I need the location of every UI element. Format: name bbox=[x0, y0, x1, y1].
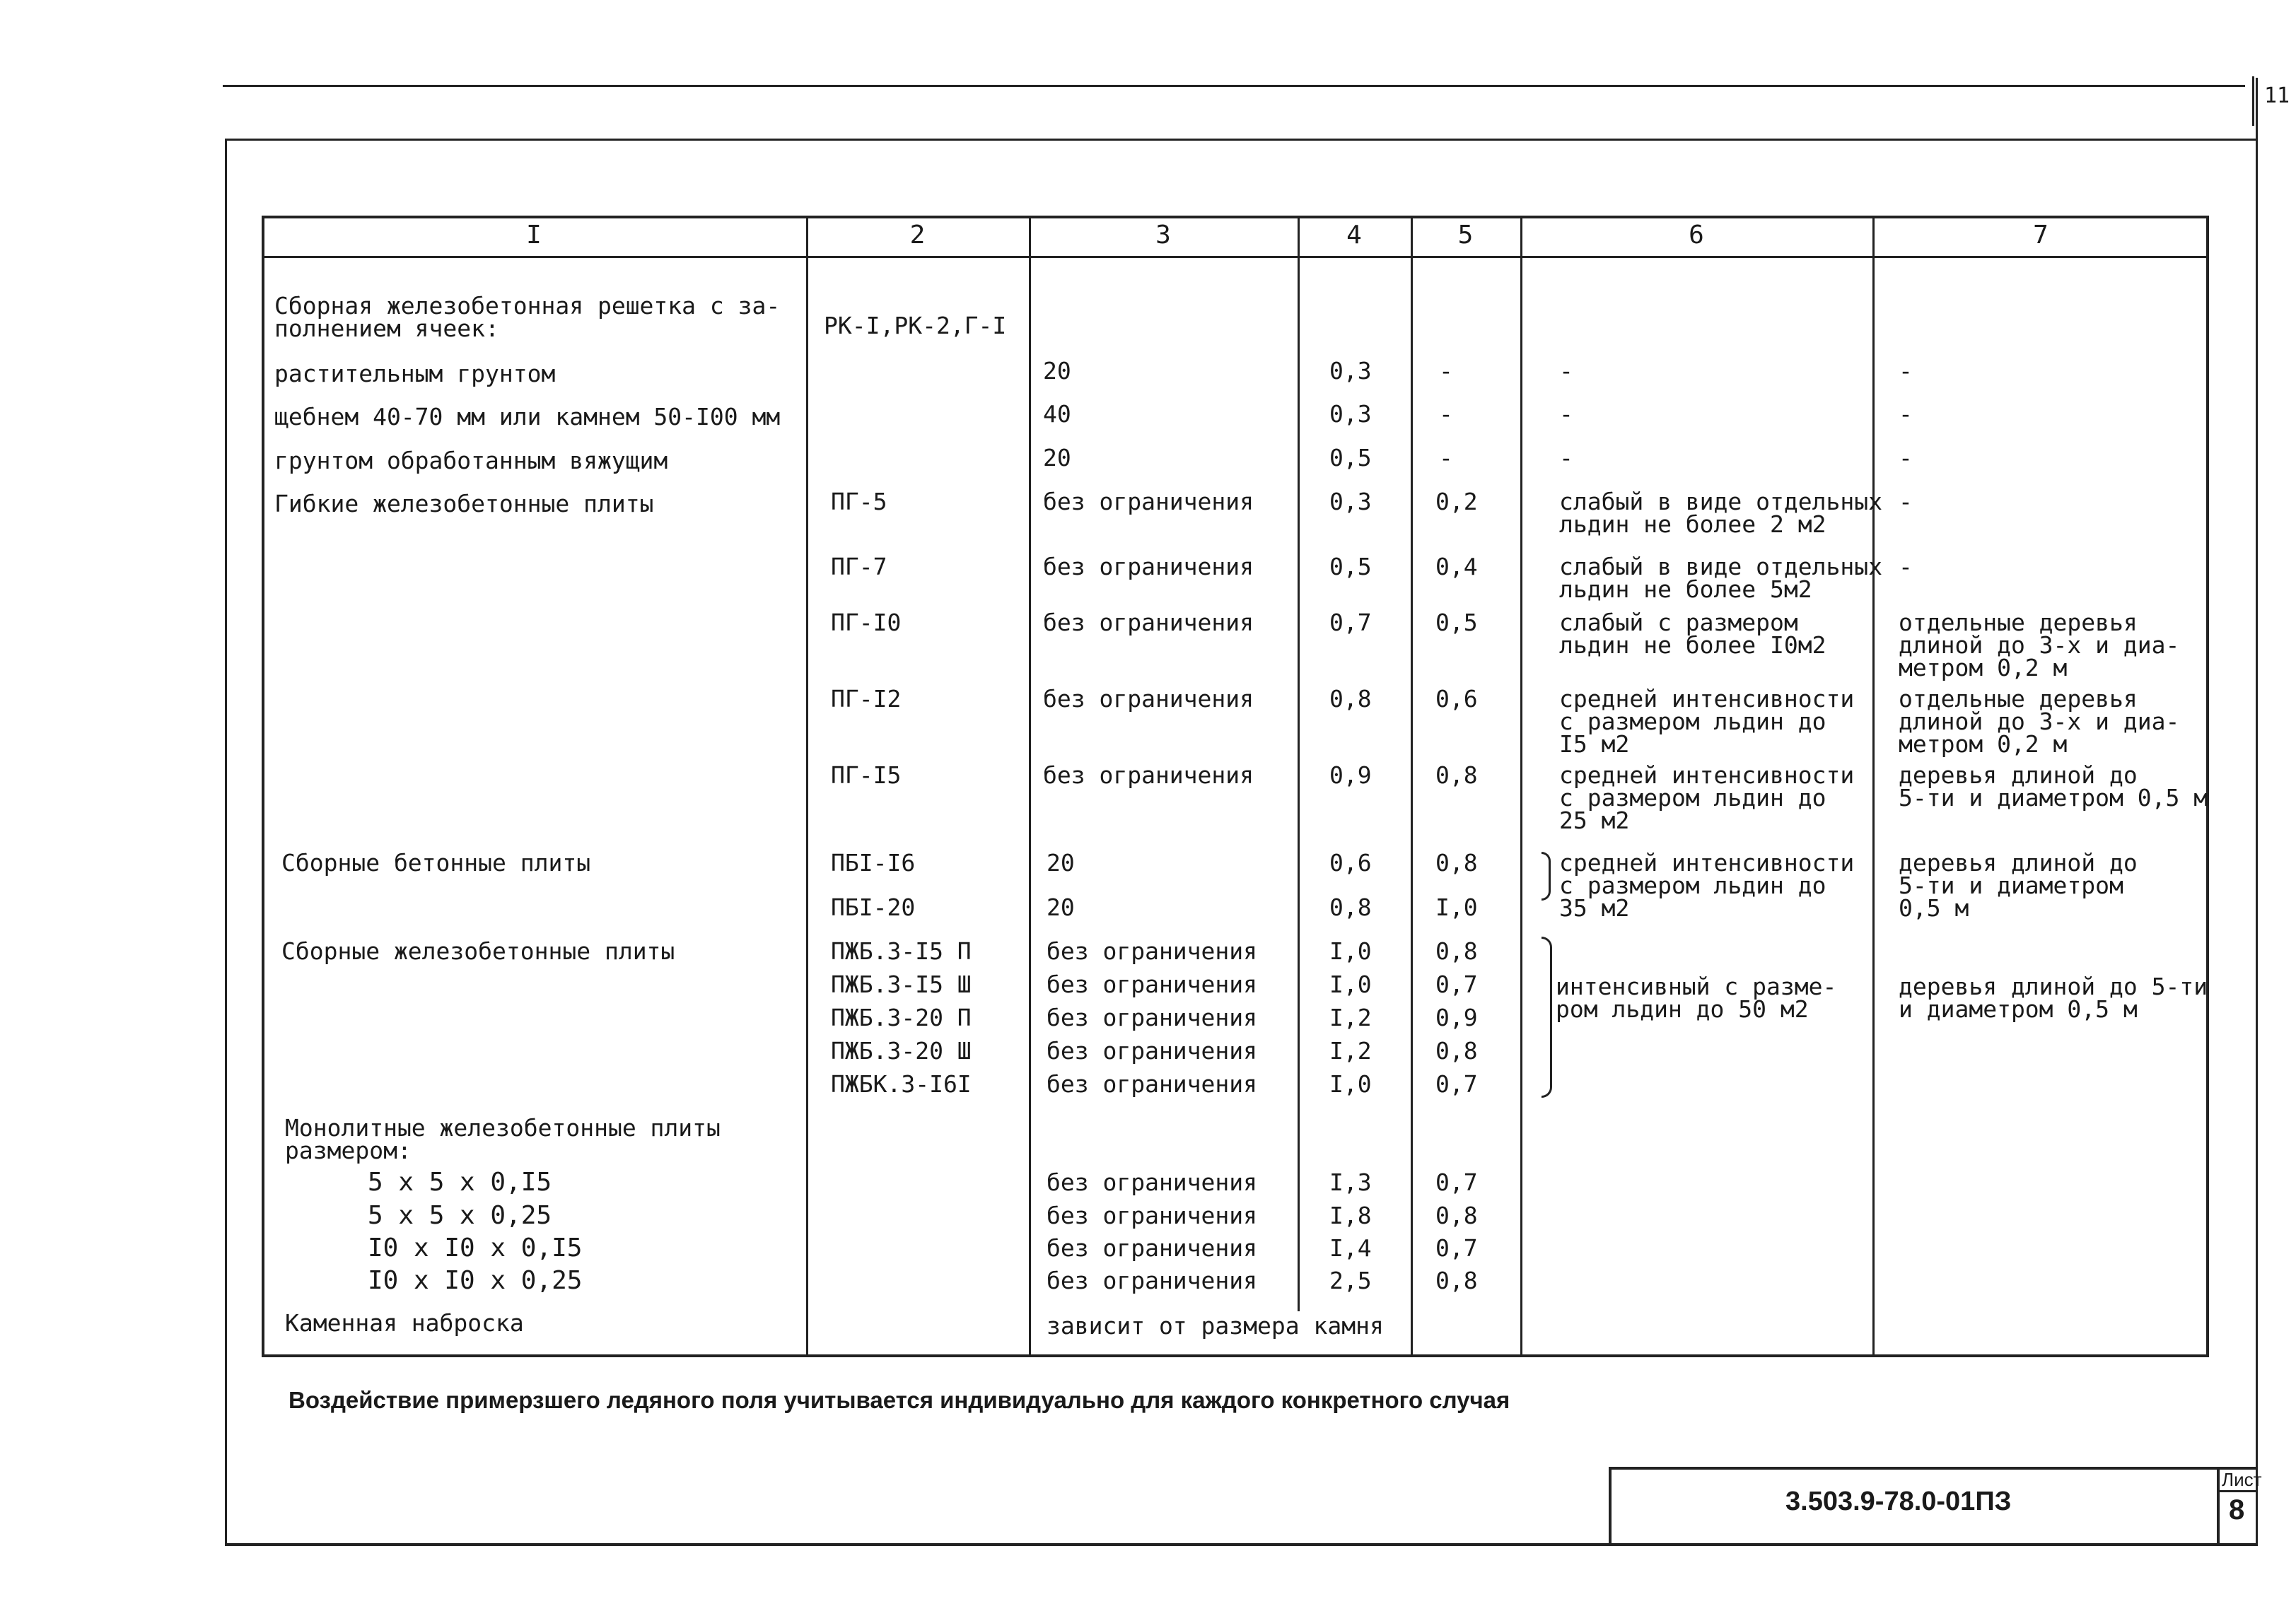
cell-r13-c4: I,2 bbox=[1329, 1004, 1372, 1031]
cell-r1-c1: растительным грунтом bbox=[274, 360, 556, 387]
cell-r18-c4: I,8 bbox=[1329, 1202, 1372, 1229]
cell-r17-c3: без ограничения bbox=[1047, 1168, 1258, 1196]
cell-r2-c4: 0,3 bbox=[1329, 400, 1372, 428]
cell-r8-c2: ПГ-I5 bbox=[831, 761, 902, 789]
cell-r5-c3: без ограничения bbox=[1043, 553, 1254, 580]
cell-r6-c5: 0,5 bbox=[1435, 609, 1478, 636]
cell-r6-c4: 0,7 bbox=[1329, 609, 1372, 636]
cell-r5-c2: ПГ-7 bbox=[831, 553, 887, 580]
cell-r6-c7: отдельные деревья длиной до 3-х и диа- метром 0,2 м bbox=[1899, 609, 2180, 681]
cell-r13-c5: 0,9 bbox=[1435, 1004, 1478, 1031]
cell-r4-c7: - bbox=[1899, 488, 1913, 515]
cell-r15-c4: I,0 bbox=[1329, 1070, 1372, 1098]
cell-r20-c1: I0 х I0 х 0,25 bbox=[368, 1266, 583, 1295]
col-sep-2 bbox=[1029, 216, 1031, 1357]
cell-r9-c3: 20 bbox=[1047, 849, 1075, 877]
cell-r20-c5: 0,8 bbox=[1435, 1267, 1478, 1294]
cell-r9-c7: деревья длиной до 5-ти и диаметром 0,5 м bbox=[1899, 849, 2138, 922]
cell-r3-c1: грунтом обработанным вяжущим bbox=[274, 447, 668, 474]
cell-r15-c2: ПЖБК.3-I6I bbox=[831, 1070, 972, 1098]
cell-r8-c3: без ограничения bbox=[1043, 761, 1254, 789]
cell-r9-c2: ПБI-I6 bbox=[831, 849, 916, 877]
cell-r1-c3: 20 bbox=[1043, 357, 1071, 385]
cell-r2-c3: 40 bbox=[1043, 400, 1071, 428]
cell-r11-c5: 0,8 bbox=[1435, 937, 1478, 965]
footnote: Воздействие примерзшего ледяного поля учитывается индивидуально для каждого конкретного случая bbox=[289, 1387, 1510, 1413]
cell-r0-c2: РК-I,РК-2,Г-I bbox=[824, 312, 1007, 339]
cell-r19-c5: 0,7 bbox=[1435, 1234, 1478, 1262]
col-sep-5 bbox=[1520, 216, 1522, 1357]
cell-r7-c7: отдельные деревья длиной до 3-х и диа- метром 0,2 м bbox=[1899, 685, 2180, 758]
stamp-sheet-label: Лист bbox=[2222, 1469, 2262, 1490]
cell-r2-c1: щебнем 40-70 мм или камнем 50-I00 мм bbox=[274, 403, 781, 430]
cell-r17-c5: 0,7 bbox=[1435, 1168, 1478, 1196]
cell-r14-c4: I,2 bbox=[1329, 1037, 1372, 1065]
cell-r20-c3: без ограничения bbox=[1047, 1267, 1258, 1294]
top-rule-2 bbox=[225, 139, 2258, 141]
cell-r13-c2: ПЖБ.3-20 П bbox=[831, 1004, 972, 1031]
brace-pbi-upper bbox=[1542, 852, 1551, 877]
cell-r20-c4: 2,5 bbox=[1329, 1267, 1372, 1294]
cell-r19-c4: I,4 bbox=[1329, 1234, 1372, 1262]
cell-r4-c5: 0,2 bbox=[1435, 488, 1478, 515]
col-sep-1 bbox=[806, 216, 808, 1357]
frame-right bbox=[2256, 78, 2258, 1545]
cell-r17-c4: I,3 bbox=[1329, 1168, 1372, 1196]
cell-r15-c5: 0,7 bbox=[1435, 1070, 1478, 1098]
cell-r18-c1: 5 х 5 х 0,25 bbox=[368, 1201, 552, 1230]
cell-r4-c2: ПГ-5 bbox=[831, 488, 887, 515]
header-col-6: 6 bbox=[1689, 221, 1704, 250]
cell-r19-c3: без ограничения bbox=[1047, 1234, 1258, 1262]
cell-r17-c1: 5 х 5 х 0,I5 bbox=[368, 1168, 552, 1197]
header-col-5: 5 bbox=[1457, 221, 1474, 250]
cell-r7-c6: средней интенсивности с размером льдин до I5 м2 bbox=[1559, 685, 1855, 758]
col-sep-3 bbox=[1298, 216, 1300, 1311]
cell-r2-c5: - bbox=[1439, 400, 1453, 428]
brace-pzhb-lower bbox=[1542, 1007, 1552, 1098]
header-col-1: I bbox=[526, 221, 542, 250]
stamp-code: 3.503.9-78.0-01ПЗ bbox=[1785, 1487, 2012, 1516]
cell-r4-c6: слабый в виде отдельных льдин не более 2 м2 bbox=[1559, 488, 1882, 538]
cell-r11-c3: без ограничения bbox=[1047, 937, 1258, 965]
cell-r6-c6: слабый с размером льдин не более I0м2 bbox=[1559, 609, 1826, 659]
cell-r0-c1: Сборная железобетонная решетка с за- полнением ячеек: bbox=[274, 292, 781, 342]
cell-r8-c5: 0,8 bbox=[1435, 761, 1478, 789]
cell-r8-c6: средней интенсивности с размером льдин до 25 м2 bbox=[1559, 761, 1855, 834]
cell-r18-c5: 0,8 bbox=[1435, 1202, 1478, 1229]
cell-r12-c4: I,0 bbox=[1329, 971, 1372, 998]
col-sep-4 bbox=[1411, 216, 1413, 1357]
cell-r16-c1: Монолитные железобетонные плиты размером: bbox=[285, 1114, 721, 1164]
cell-r2-c6: - bbox=[1559, 400, 1573, 428]
cell-r10-c5: I,0 bbox=[1435, 894, 1478, 921]
cell-r4-c1: Гибкие железобетонные плиты bbox=[274, 490, 654, 517]
cell-r5-c4: 0,5 bbox=[1329, 553, 1372, 580]
frame-left bbox=[225, 139, 227, 1545]
top-rule bbox=[223, 85, 2245, 87]
cell-r1-c7: - bbox=[1899, 357, 1913, 385]
note-pzhb: интенсивный с разме- ром льдин до 50 м2 bbox=[1556, 973, 1837, 1023]
cell-r14-c3: без ограничения bbox=[1047, 1037, 1258, 1065]
cell-r7-c2: ПГ-I2 bbox=[831, 685, 902, 713]
cell-r3-c6: - bbox=[1559, 444, 1573, 472]
cell-r1-c4: 0,3 bbox=[1329, 357, 1372, 385]
cell-r8-c7: деревья длиной до 5-ти и диаметром 0,5 м bbox=[1899, 761, 2208, 812]
stamp-sheet-divider bbox=[2217, 1467, 2220, 1545]
cell-r11-c2: ПЖБ.3-I5 П bbox=[831, 937, 972, 965]
cell-r5-c7: - bbox=[1899, 553, 1913, 580]
page-num-divider bbox=[2252, 76, 2254, 126]
cell-r4-c4: 0,3 bbox=[1329, 488, 1372, 515]
cell-r10-c3: 20 bbox=[1047, 894, 1075, 921]
cell-r7-c5: 0,6 bbox=[1435, 685, 1478, 713]
stamp-sheet-number: 8 bbox=[2229, 1494, 2245, 1525]
cell-r11-c1: Сборные железобетонные плиты bbox=[281, 937, 675, 965]
cell-r11-c4: I,0 bbox=[1329, 937, 1372, 965]
cell-r10-c2: ПБI-20 bbox=[831, 894, 916, 921]
cell-r15-c3: без ограничения bbox=[1047, 1070, 1258, 1098]
cell-r9-c1: Сборные бетонные плиты bbox=[281, 849, 591, 877]
cell-r3-c7: - bbox=[1899, 444, 1913, 472]
header-col-2: 2 bbox=[909, 221, 926, 250]
cell-r3-c4: 0,5 bbox=[1329, 444, 1372, 472]
cell-r9-c5: 0,8 bbox=[1435, 849, 1478, 877]
cell-r21-c3: зависит от размера камня bbox=[1047, 1312, 1384, 1340]
cell-r14-c2: ПЖБ.3-20 Ш bbox=[831, 1037, 972, 1065]
cell-r7-c4: 0,8 bbox=[1329, 685, 1372, 713]
cell-r1-c5: - bbox=[1439, 357, 1453, 385]
cell-r12-c7: деревья длиной до 5-ти и диаметром 0,5 м bbox=[1899, 973, 2208, 1023]
cell-r2-c7: - bbox=[1899, 400, 1913, 428]
cell-r3-c5: - bbox=[1439, 444, 1453, 472]
cell-r5-c6: слабый в виде отдельных льдин не более 5м2 bbox=[1559, 553, 1882, 603]
cell-r12-c5: 0,7 bbox=[1435, 971, 1478, 998]
cell-r21-c1: Каменная наброска bbox=[285, 1309, 524, 1337]
col-sep-6 bbox=[1872, 216, 1875, 1357]
cell-r12-c3: без ограничения bbox=[1047, 971, 1258, 998]
cell-r14-c5: 0,8 bbox=[1435, 1037, 1478, 1065]
cell-r6-c3: без ограничения bbox=[1043, 609, 1254, 636]
header-col-7: 7 bbox=[2033, 221, 2049, 250]
cell-r12-c2: ПЖБ.3-I5 Ш bbox=[831, 971, 972, 998]
cell-r10-c4: 0,8 bbox=[1329, 894, 1372, 921]
header-col-4: 4 bbox=[1346, 221, 1362, 250]
cell-r6-c2: ПГ-I0 bbox=[831, 609, 902, 636]
cell-r4-c3: без ограничения bbox=[1043, 488, 1254, 515]
cell-r5-c5: 0,4 bbox=[1435, 553, 1478, 580]
header-separator bbox=[262, 256, 2209, 258]
cell-r13-c3: без ограничения bbox=[1047, 1004, 1258, 1031]
note-pbi: средней интенсивности с размером льдин до 35 м2 bbox=[1559, 849, 1855, 922]
cell-r18-c3: без ограничения bbox=[1047, 1202, 1258, 1229]
cell-r19-c1: I0 х I0 х 0,I5 bbox=[368, 1234, 583, 1263]
cell-r3-c3: 20 bbox=[1043, 444, 1071, 472]
brace-pzhb-upper bbox=[1542, 937, 1552, 1009]
page-number: 11 bbox=[2264, 83, 2290, 108]
cell-r1-c6: - bbox=[1559, 357, 1573, 385]
cell-r7-c3: без ограничения bbox=[1043, 685, 1254, 713]
header-col-3: 3 bbox=[1155, 221, 1171, 250]
cell-r9-c4: 0,6 bbox=[1329, 849, 1372, 877]
cell-r8-c4: 0,9 bbox=[1329, 761, 1372, 789]
